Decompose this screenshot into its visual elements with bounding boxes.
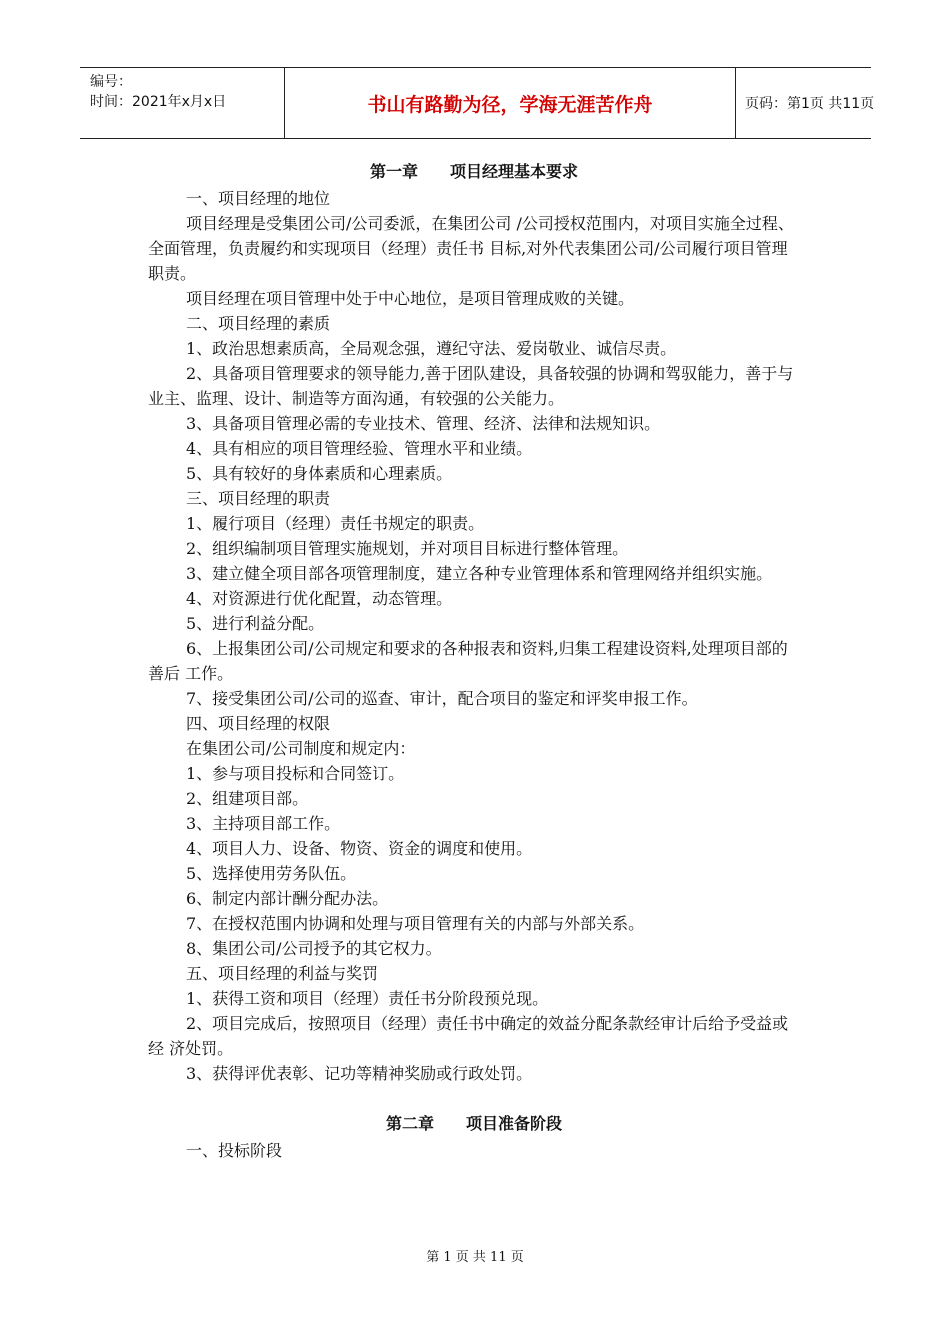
document-header: [80, 67, 875, 139]
paragraph: 4、具有相应的项目管理经验、管理水平和业绩。: [186, 439, 533, 458]
paragraph: 3、获得评优表彰、记功等精神奖励或行政处罚。: [186, 1064, 533, 1083]
paragraph: 8、集团公司/公司授予的其它权力。: [186, 939, 442, 958]
chapter-title: 第一章 项目经理基本要求: [369, 162, 578, 181]
paragraph: 5、具有较好的身体素质和心理素质。: [186, 464, 453, 483]
header-meta-cell: [80, 68, 284, 138]
paragraph: 3、具备项目管理必需的专业技术、管理、经济、法律和法规知识。: [186, 414, 661, 433]
document-body: [148, 158, 800, 1163]
paragraph: 四、项目经理的权限: [186, 714, 331, 733]
paragraph: 6、上报集团公司/公司规定和要求的各种报表和资料,归集工程建设资料,处理项目部的善后 工作。: [148, 639, 788, 683]
time-label: 时间：2021年x月x日: [90, 94, 227, 110]
paragraph: 二、项目经理的素质: [186, 314, 331, 333]
paragraph: 3、建立健全项目部各项管理制度，建立各种专业管理体系和管理网络并组织实施。: [186, 564, 773, 583]
paragraph: 三、项目经理的职责: [186, 489, 331, 508]
paragraph: 项目经理在项目管理中处于中心地位，是项目管理成败的关键。: [186, 289, 635, 308]
paragraph: 1、获得工资和项目（经理）责任书分阶段预兑现。: [186, 989, 549, 1008]
page-footer: 第 1 页 共 11 页: [426, 1250, 524, 1265]
chapter-1-body: [148, 186, 800, 1086]
paragraph: 7、在授权范围内协调和处理与项目管理有关的内部与外部关系。: [186, 914, 645, 933]
paragraph: 3、主持项目部工作。: [186, 814, 341, 833]
paragraph: 1、参与项目投标和合同签订。: [186, 764, 405, 783]
paragraph: 五、项目经理的利益与奖罚: [186, 964, 379, 983]
paragraph: 2、具备项目管理要求的领导能力,善于团队建设，具备较强的协调和驾驭能力，善于与业主、监理、设计、制造等方面沟通，有较强的公关能力。: [148, 364, 794, 408]
paragraph: 7、接受集团公司/公司的巡查、审计，配合项目的鉴定和评奖申报工作。: [186, 689, 698, 708]
chapter-2-body: [148, 1138, 800, 1163]
header-slogan: 书山有路勤为径，学海无涯苦作舟: [284, 68, 736, 138]
chapter-title: 第二章 项目准备阶段: [385, 1114, 562, 1133]
paragraph: 2、组织编制项目管理实施规划，并对项目目标进行整体管理。: [186, 539, 629, 558]
paragraph: 一、项目经理的地位: [186, 189, 331, 208]
paragraph: 在集团公司/公司制度和规定内：: [186, 739, 416, 758]
header-page-label: 页码：第1页 共11页: [745, 96, 875, 112]
paragraph: 6、制定内部计酬分配办法。: [186, 889, 389, 908]
paragraph: 2、项目完成后，按照项目（经理）责任书中确定的效益分配条款经审计后给予受益或经 济处罚。: [148, 1014, 789, 1058]
paragraph: 1、政治思想素质高，全局观念强，遵纪守法、爱岗敬业、诚信尽责。: [186, 339, 677, 358]
paragraph: 4、对资源进行优化配置，动态管理。: [186, 589, 453, 608]
number-label: 编号：: [90, 74, 132, 90]
paragraph: 5、选择使用劳务队伍。: [186, 864, 357, 883]
paragraph: 5、进行利益分配。: [186, 614, 325, 633]
paragraph: 1、履行项目（经理）责任书规定的职责。: [186, 514, 485, 533]
paragraph: 一、投标阶段: [186, 1141, 283, 1160]
paragraph: 4、项目人力、设备、物资、资金的调度和使用。: [186, 839, 533, 858]
paragraph: 项目经理是受集团公司/公司委派，在集团公司 /公司授权范围内，对项目实施全过程、全面管理，负责履约和实现项目（经理）责任书 目标,对外代表集团公司/公司履行项目管理职责。: [148, 214, 794, 283]
paragraph: 2、组建项目部。: [186, 789, 309, 808]
